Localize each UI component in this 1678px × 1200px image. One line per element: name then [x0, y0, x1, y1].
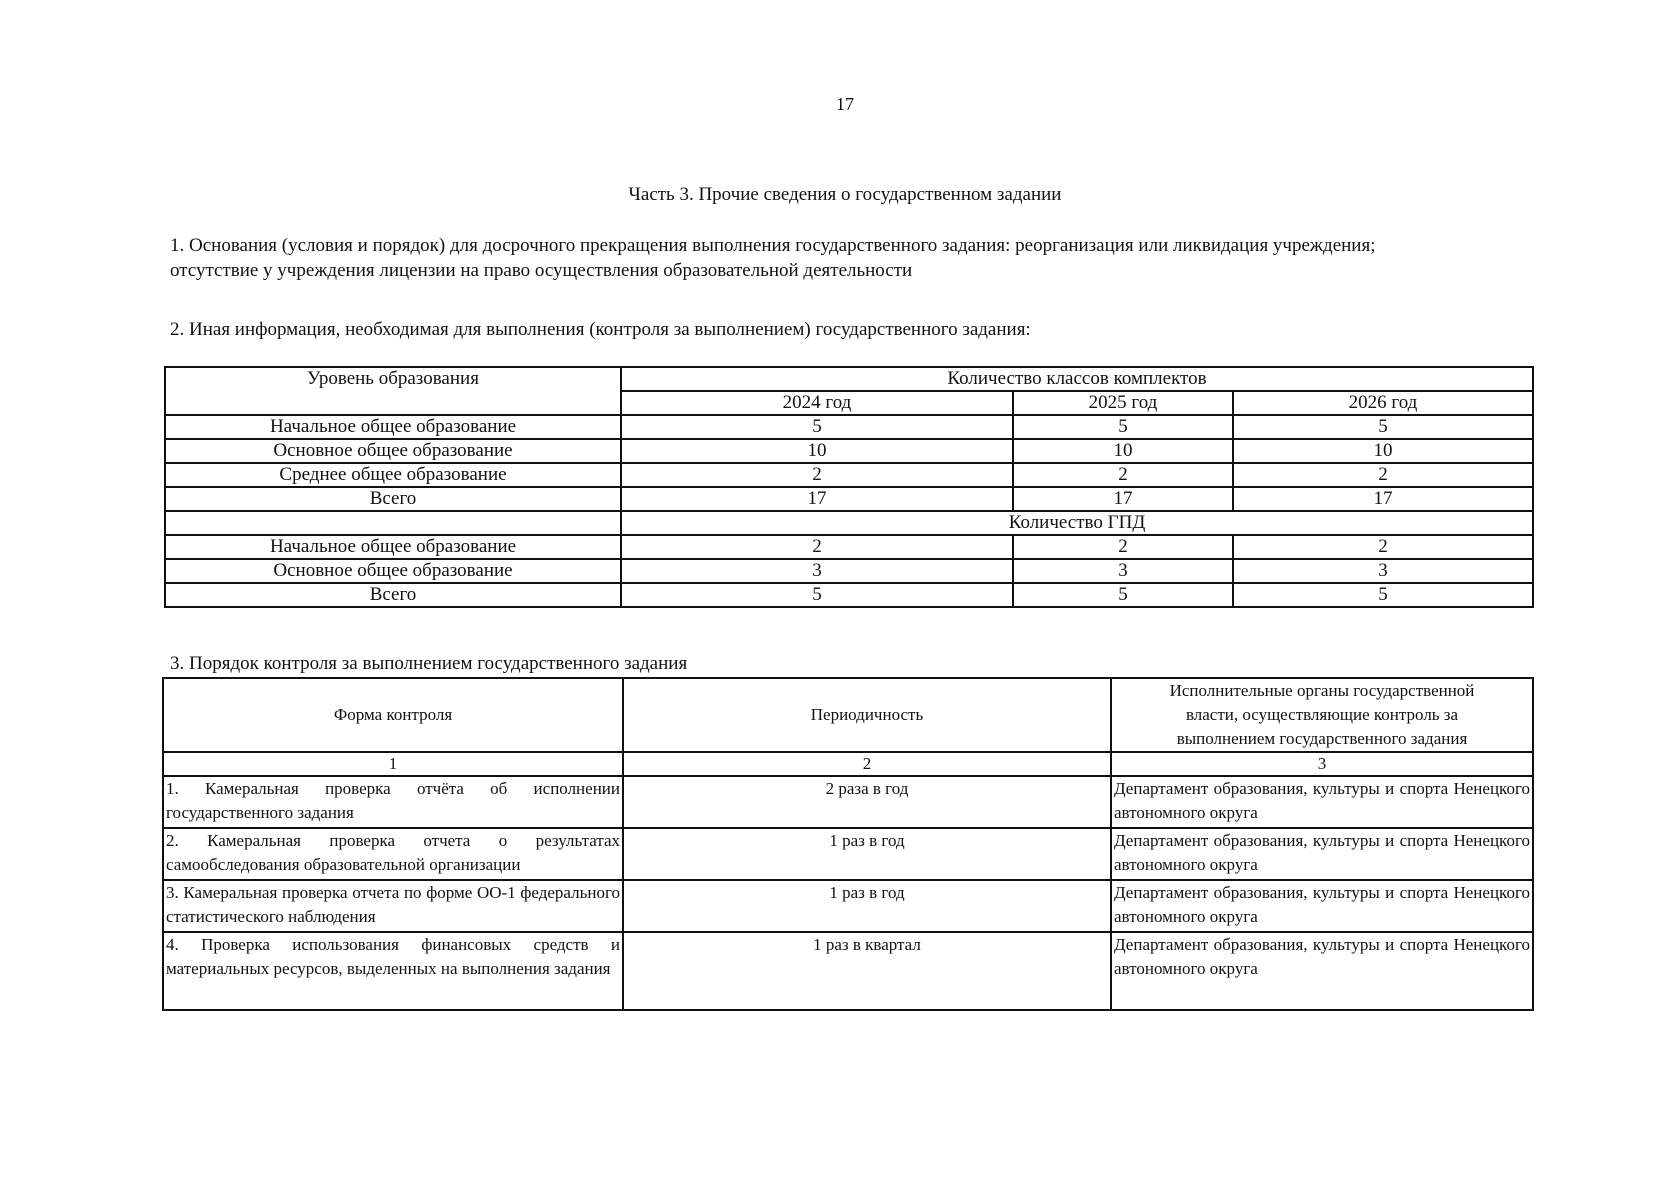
level-cell: Начальное общее образование [165, 535, 621, 559]
value-cell: 10 [1013, 439, 1233, 463]
value-cell: 17 [621, 487, 1013, 511]
table-row [163, 776, 1533, 828]
table-row [165, 559, 1533, 583]
column-number: 1 [163, 752, 623, 776]
authority-cell: Департамент образования, культуры и спорта Ненецкого автономного округа [1111, 932, 1533, 1010]
level-cell: Всего [165, 487, 621, 511]
value-cell: 5 [621, 583, 1013, 607]
value-cell: 2 [621, 535, 1013, 559]
control-table [162, 677, 1534, 1011]
table-header-row [163, 678, 1533, 752]
classes-table [164, 366, 1534, 608]
column-number: 3 [1111, 752, 1533, 776]
authority-column-header: Исполнительные органы государственной власти, осуществляющие контроль за выполнением государственного задания [1111, 678, 1533, 752]
section-3-heading: 3. Порядок контроля за выполнением государственного задания [170, 653, 688, 674]
year-header: 2025 год [1013, 391, 1233, 415]
form-cell: 1. Камеральная проверка отчёта об исполнении государственного задания [163, 776, 623, 828]
table-row [165, 583, 1533, 607]
value-cell: 3 [1013, 559, 1233, 583]
value-cell: 5 [1013, 583, 1233, 607]
value-cell: 2 [1013, 463, 1233, 487]
period-column-header: Периодичность [623, 678, 1111, 752]
section-2-heading: 2. Иная информация, необходимая для выполнения (контроля за выполнением) государственного задания: [170, 319, 1031, 340]
level-column-header: Уровень образования [165, 367, 621, 415]
table-row [165, 535, 1533, 559]
table-row [163, 932, 1533, 1010]
table-row [165, 463, 1533, 487]
value-cell: 17 [1233, 487, 1533, 511]
form-column-header: Форма контроля [163, 678, 623, 752]
gpd-group-header: Количество ГПД [621, 511, 1533, 535]
level-cell: Основное общее образование [165, 559, 621, 583]
classes-group-header: Количество классов комплектов [621, 367, 1533, 391]
period-cell: 1 раз в квартал [623, 932, 1111, 1010]
gpd-header-row [165, 511, 1533, 535]
year-header: 2024 год [621, 391, 1013, 415]
value-cell: 2 [1233, 463, 1533, 487]
value-cell: 3 [1233, 559, 1533, 583]
period-cell: 1 раз в год [623, 880, 1111, 932]
section-1-line-2: отсутствие у учреждения лицензии на право осуществления образовательной деятельности [170, 260, 913, 281]
period-cell: 2 раза в год [623, 776, 1111, 828]
value-cell: 2 [1233, 535, 1533, 559]
table-header-row [165, 367, 1533, 391]
table-row [165, 487, 1533, 511]
level-cell: Начальное общее образование [165, 415, 621, 439]
authority-cell: Департамент образования, культуры и спорта Ненецкого автономного округа [1111, 828, 1533, 880]
value-cell: 17 [1013, 487, 1233, 511]
table-row [165, 415, 1533, 439]
column-number: 2 [623, 752, 1111, 776]
value-cell: 3 [621, 559, 1013, 583]
part-title: Часть 3. Прочие сведения о государственном задании [628, 184, 1062, 205]
page-number: 17 [836, 94, 854, 114]
column-numbers-row [163, 752, 1533, 776]
form-cell: 3. Камеральная проверка отчета по форме ОО-1 федерального статистического наблюдения [163, 880, 623, 932]
value-cell: 10 [621, 439, 1013, 463]
section-1-text [170, 233, 1540, 283]
form-cell: 4. Проверка использования финансовых средств и материальных ресурсов, выделенных на выполнения задания [163, 932, 623, 1010]
authority-cell: Департамент образования, культуры и спорта Ненецкого автономного округа [1111, 880, 1533, 932]
year-header: 2026 год [1233, 391, 1533, 415]
value-cell: 5 [1233, 415, 1533, 439]
section-1-line-1: 1. Основания (условия и порядок) для досрочного прекращения выполнения государственного задания: реорганизация или ликвидация учреждения; [170, 235, 1376, 256]
table-row [163, 880, 1533, 932]
value-cell: 5 [1233, 583, 1533, 607]
empty-cell [165, 511, 621, 535]
authority-cell: Департамент образования, культуры и спорта Ненецкого автономного округа [1111, 776, 1533, 828]
table-row [165, 439, 1533, 463]
value-cell: 5 [621, 415, 1013, 439]
value-cell: 5 [1013, 415, 1233, 439]
value-cell: 10 [1233, 439, 1533, 463]
value-cell: 2 [1013, 535, 1233, 559]
level-cell: Всего [165, 583, 621, 607]
form-cell: 2. Камеральная проверка отчета о результатах самообследования образовательной организации [163, 828, 623, 880]
table-row [163, 828, 1533, 880]
period-cell: 1 раз в год [623, 828, 1111, 880]
level-cell: Основное общее образование [165, 439, 621, 463]
value-cell: 2 [621, 463, 1013, 487]
level-cell: Среднее общее образование [165, 463, 621, 487]
